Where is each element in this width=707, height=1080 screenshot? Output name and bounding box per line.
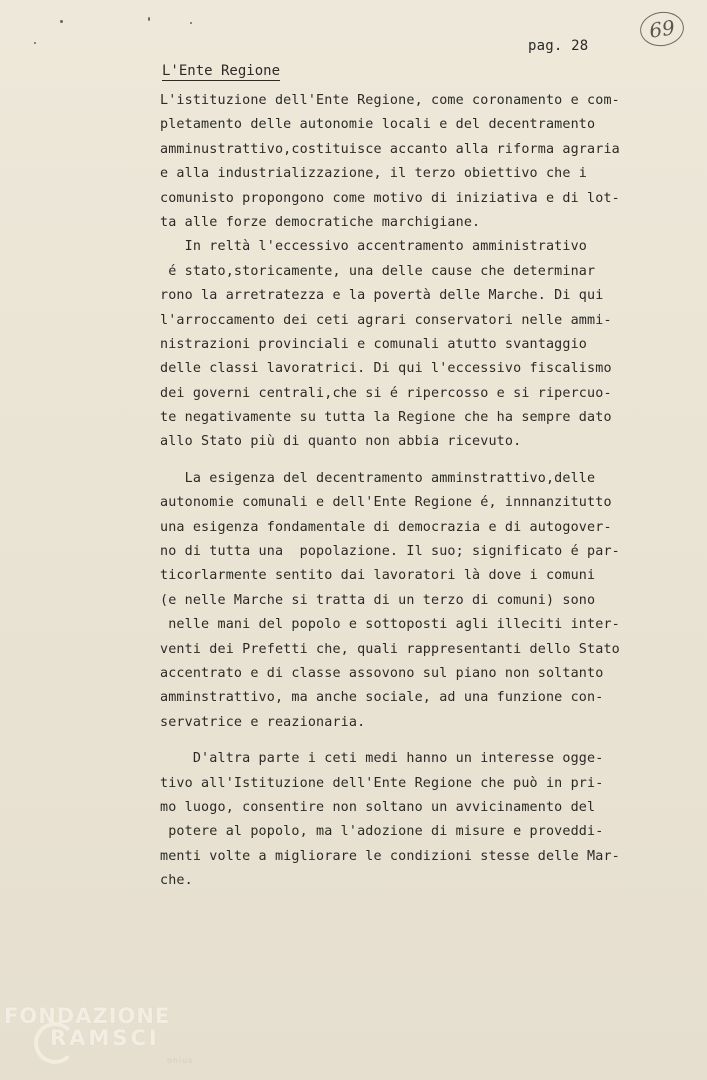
text-line: pletamento delle autonomie locali e del decentramento xyxy=(160,117,596,133)
text-line: é stato,storicamente, una delle cause che determinar xyxy=(160,263,596,279)
text-line: accentrato e di classe assovono sul piano non soltanto xyxy=(160,665,604,681)
text-line: venti dei Prefetti che, quali rappresentanti dello Stato xyxy=(160,641,620,657)
text-line: rono la arretratezza e la povertà delle Marche. Di qui xyxy=(160,288,604,304)
typewritten-body xyxy=(160,89,640,894)
watermark-line1: FONDAZIONE xyxy=(4,1004,171,1028)
foundation-watermark xyxy=(4,1004,204,1065)
paper-speck xyxy=(148,17,150,21)
text-line: delle classi lavoratrici. Di qui l'eccessivo fiscalismo xyxy=(160,361,612,377)
text-line: una esigenza fondamentale di democrazia e di autogover- xyxy=(160,519,612,535)
text-line: autonomie comunali e dell'Ente Regione é, innnanzitutto xyxy=(160,495,612,511)
text-line: servatrice e reazionaria. xyxy=(160,714,366,730)
section-title: L'Ente Regione xyxy=(162,63,281,79)
text-line: D'altra parte i ceti medi hanno un interesse ogge- xyxy=(160,751,604,767)
text-line: nistrazioni provinciali e comunali atutto svantaggio xyxy=(160,336,588,352)
text-line: (e nelle Marche si tratta di un terzo di comuni) sono xyxy=(160,592,596,608)
watermark-g-logo-icon xyxy=(34,1022,76,1064)
archive-number: 69 xyxy=(638,9,686,49)
paper-speck xyxy=(60,20,63,23)
text-line: che. xyxy=(160,873,193,889)
text-line: ticorlarmente sentito dai lavoratori là dove i comuni xyxy=(160,568,596,584)
text-line: L'istituzione dell'Ente Regione, come coronamento e com- xyxy=(160,93,620,108)
text-line: nelle mani del popolo e sottoposti agli illeciti inter- xyxy=(160,617,620,633)
paper-speck xyxy=(190,22,192,24)
text-line: te negativamente su tutta la Regione che ha sempre dato xyxy=(160,410,612,426)
text-line: amminstrattivo, ma anche sociale, ad una funzione con- xyxy=(160,690,604,706)
watermark-suffix: onlus xyxy=(167,1056,194,1065)
text-line: dei governi centrali,che si é ripercosso e si ripercuo- xyxy=(160,385,612,401)
text-line: menti volte a migliorare le condizioni stesse delle Mar- xyxy=(160,848,620,864)
text-line: mo luogo, consentire non soltano un avvicinamento del xyxy=(160,799,596,815)
page-number: pag. 28 xyxy=(528,38,589,54)
watermark-line2: RAMSCI xyxy=(50,1026,160,1050)
text-line: l'arroccamento dei ceti agrari conservatori nelle ammi- xyxy=(160,312,612,328)
text-line: tivo all'Istituzione dell'Ente Regione che può in pri- xyxy=(160,775,604,791)
text-line: amminustrattivo,costituisce accanto alla riforma agraria xyxy=(160,141,620,157)
text-line: allo Stato più di quanto non abbia ricevuto. xyxy=(160,434,522,450)
text-line: no di tutta una popolazione. Il suo; significato é par- xyxy=(160,544,620,560)
text-line: ta alle forze democratiche marchigiane. xyxy=(160,214,481,230)
text-line: La esigenza del decentramento amminstrattivo,delle xyxy=(160,470,596,486)
paper-speck xyxy=(34,42,36,44)
text-line: e alla industrializzazione, il terzo obiettivo che i xyxy=(160,166,588,182)
text-line: potere al popolo, ma l'adozione di misure e proveddi- xyxy=(160,824,604,840)
text-line: comunisto propongono come motivo di iniziativa e di lot- xyxy=(160,190,620,206)
text-line: In reltà l'eccessivo accentramento amministrativo xyxy=(160,239,588,255)
